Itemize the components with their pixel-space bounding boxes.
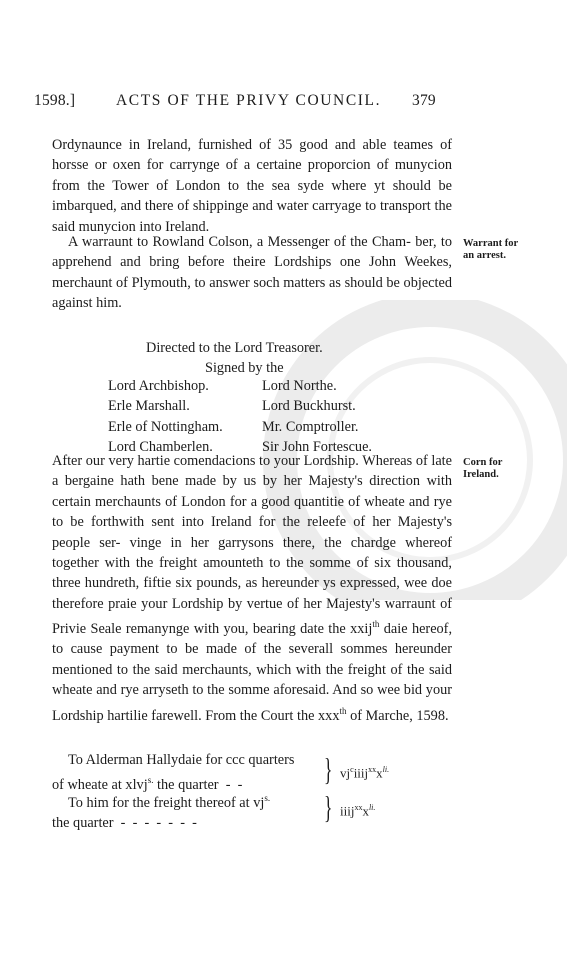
signatory: Lord Northe.: [262, 378, 337, 394]
text-line: be made of the severall sommes hereunder mentioned to: [52, 641, 452, 678]
text-line: daie hereof, to cause payment to: [52, 621, 453, 658]
text-line: Whereas of late a bergaine hath bene made by us by her: [52, 453, 452, 490]
account-line: the quarter - - - - - - -: [52, 814, 197, 831]
text-line: into Ireland for the releefe of her Majesty's people ser-: [52, 514, 453, 551]
text-line: with the freight amounteth to the somme of six thousand,: [104, 555, 452, 572]
account-line-text: the quarter - -: [153, 776, 243, 793]
superscript: xx: [354, 803, 363, 812]
text-line: for a good quantitie of wheate and rye to be forthwith sent: [52, 493, 452, 531]
value-part: vj: [340, 765, 351, 781]
signatory: Lord Buckhurst.: [262, 398, 356, 415]
text-line: wheate and rye arryseth to the somme aforesaid. And so: [52, 682, 374, 699]
text-line: carryage to transport the said munycion into Ireland.: [52, 198, 452, 235]
text-line: of horsse or oxen for carrynge of a certaine proporcion of: [52, 137, 453, 174]
account-line: To Alderman Hallydaie for ccc quarters: [68, 752, 295, 768]
margin-note-warrant: [463, 238, 535, 262]
signed-by: Signed by the: [205, 360, 284, 376]
text-line: Ordynaunce in Ireland, furnished of 35 good and able teames: [52, 137, 434, 153]
signatory: Erle Marshall.: [108, 398, 190, 415]
superscript: th: [339, 705, 347, 716]
superscript: li.: [382, 765, 390, 774]
account-line-text: of wheate at xlvj: [52, 776, 148, 793]
superscript: th: [372, 619, 380, 630]
text-line: ber, to apprehend and bring before theire Lordships one: [52, 234, 453, 271]
text-line: the said merchaunts, which with the freight of the said: [132, 661, 453, 678]
brace-glyph: }: [324, 789, 333, 825]
superscript: s.: [147, 775, 154, 785]
account-line: [52, 788, 322, 813]
paragraph-warrant: [52, 232, 452, 314]
account-description: [52, 788, 322, 833]
signatory: Lord Chamberlen.: [108, 439, 213, 456]
text-line: of Marche, 1598.: [350, 707, 449, 724]
running-header: [34, 92, 454, 114]
directed-to: Directed to the Lord Treasorer.: [146, 340, 323, 356]
text-line: wee bid your Lordship hartilie farewell. From the Court: [52, 682, 452, 724]
text-line: matters as should be objected against him.: [52, 274, 452, 312]
text-line: wee doe therefore praie your Lordship by vertue of her: [52, 575, 452, 612]
superscript: s.: [264, 793, 271, 803]
signatory: Erle of Nottingham.: [108, 418, 223, 435]
value-part: iiij: [353, 765, 369, 781]
margin-note-line: Ireland.: [463, 469, 499, 480]
signatory: Lord Archbishop.: [108, 378, 209, 394]
header-year: 1598.]: [34, 92, 76, 109]
text-line: munycion from the Tower of London to the sea syde where: [52, 157, 452, 194]
brace-glyph: }: [324, 751, 333, 787]
text-line: Majesty's direction with certain merchaunts of London: [52, 473, 452, 510]
value-part: iiij: [340, 803, 355, 819]
signatory: Sir John Fortescue.: [262, 439, 372, 456]
header-title: ACTS OF THE PRIVY COUNCIL.: [116, 92, 382, 109]
margin-note-corn: [463, 457, 535, 481]
margin-note-line: an arrest.: [463, 250, 506, 261]
text-line: the xxx: [296, 707, 340, 724]
account-line-text: To him for the freight thereof at vj: [68, 794, 265, 811]
signatory: Mr. Comptroller.: [262, 418, 359, 435]
text-line: A warraunt to Rowland Colson, a Messenger of the Cham-: [68, 234, 411, 250]
page-number: 379: [412, 92, 436, 109]
text-line: Majesty's warraunt of Privie Seale remanynge with you,: [52, 595, 452, 638]
paragraph-letter: [52, 451, 452, 726]
value-part: x: [376, 765, 383, 781]
text-line: John Weekes, merchaunt of Plymouth, to answer soch: [52, 254, 452, 291]
account-value: [340, 798, 375, 821]
account-value: [340, 760, 389, 783]
signatories-left: [108, 376, 223, 458]
margin-note-line: Warrant for: [463, 238, 519, 249]
superscript: c: [350, 765, 354, 774]
superscript: xx: [368, 765, 377, 774]
margin-note-line: Corn for: [463, 457, 503, 468]
text-line: After our very hartie comendacions to your Lordship.: [52, 453, 359, 469]
text-line: three hundreth, fiftie six pounds, as hereunder ys expressed,: [52, 575, 400, 592]
text-line: yt should be imbarqued, and there of shippinge and water: [52, 177, 452, 215]
value-part: x: [362, 803, 369, 819]
signatories-right: [262, 376, 372, 458]
text-line: bearing date the xxij: [252, 621, 373, 638]
paragraph-ordynaunce: [52, 135, 452, 237]
superscript: li.: [368, 803, 376, 812]
text-line: vinge in her garrysons there, the chardge whereof together: [52, 534, 452, 572]
